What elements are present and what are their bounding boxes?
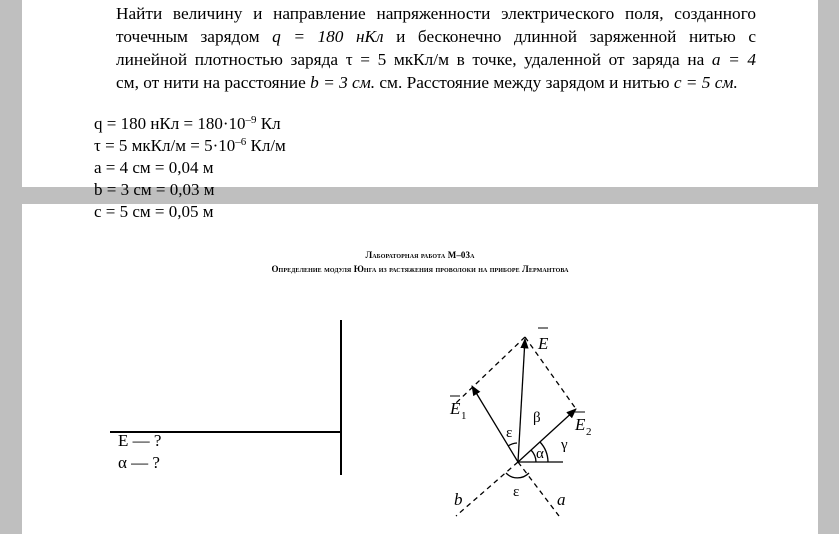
label-alpha: α: [536, 446, 544, 462]
problem-line-2: точечным зарядом q = 180 нКл и бесконечно длинной заряженной нитью с: [116, 27, 756, 46]
label-E: E: [538, 334, 549, 353]
given-q: q = 180 нКл = $180\cdot 10^{-9}$ Кл: [94, 114, 281, 133]
given-block: [94, 113, 286, 223]
lab-subtitle: Определение модуля Юнга из растяжения проволоки на приборе Лермантова: [271, 264, 569, 274]
tau-expression: τ = 5 мкКл/м: [345, 50, 450, 69]
problem-line-3: линейной плотностью заряда τ = 5 мкКл/м в точке, удаленной от заряда на a = 4: [116, 50, 756, 69]
problem-line-1: Найти величину и направление напряженности электрического поля, созданного: [116, 4, 756, 23]
q-expression: q = 180 нКл: [272, 27, 384, 46]
given-tau: τ = 5 мкКл/м = $5\cdot 10^{-6}$ Кл/м: [94, 136, 286, 155]
label-epsilon-top: ε: [506, 425, 513, 441]
label-a: a: [557, 490, 566, 509]
find-block: [118, 430, 161, 474]
vector-E: [518, 339, 525, 462]
label-beta: β: [533, 410, 541, 426]
label-b: b: [454, 490, 463, 509]
label-epsilon-bottom: ε: [513, 484, 520, 500]
given-c: c = 5 см = 0,05 м: [94, 202, 214, 221]
problem-line-4: см, от нити на расстояние b = 3 см. см. Расстояние между зарядом и нитью c = 5 см.: [116, 73, 738, 92]
parallelogram-side-right: [525, 337, 576, 409]
given-b: b = 3 см = 0,03 м: [94, 180, 215, 199]
line-b-dashed: [456, 462, 518, 516]
find-E: E — ?: [118, 431, 162, 450]
label-E2: E: [575, 415, 586, 434]
label-gamma: γ: [561, 437, 568, 453]
line-a-dashed: [518, 462, 559, 516]
given-vertical-divider: [340, 320, 342, 475]
a-expression: a = 4: [711, 50, 756, 69]
angle-arc-epsilon-bottom: [506, 473, 529, 478]
given-a: a = 4 см = 0,04 м: [94, 158, 214, 177]
label-E1: E: [450, 399, 461, 418]
lab-title: Лабораторная работа М–03а: [365, 250, 475, 260]
label-E2-sub: 2: [586, 426, 592, 438]
c-expression: c = 5 см.: [673, 73, 738, 92]
problem-statement: [116, 2, 756, 94]
label-E1-sub: 1: [461, 410, 467, 422]
b-expression: b = 3 см.: [310, 73, 376, 92]
parallelogram-side-left: [456, 337, 525, 403]
field-vector-diagram: [420, 316, 620, 523]
vector-E1: [472, 386, 518, 462]
find-alpha: α — ?: [118, 453, 160, 472]
angle-arc-epsilon-top: [508, 443, 517, 446]
